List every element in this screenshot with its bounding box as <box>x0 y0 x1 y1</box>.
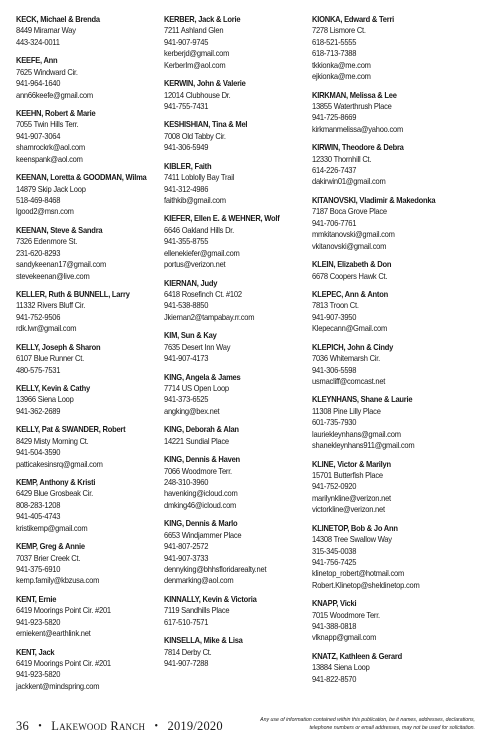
directory-entry <box>312 289 447 335</box>
entry-detail-line: portus@verizon.net <box>164 259 226 270</box>
entry-detail-line: 14221 Sundial Place <box>164 435 229 446</box>
entry-name: KLINE, Victor & Marilyn <box>312 458 391 469</box>
entry-name: KING, Angela & James <box>164 371 241 382</box>
entry-detail-line: 941-504-3590 <box>16 447 61 458</box>
entry-detail-line: ann66keefe@gmail.com <box>16 89 93 100</box>
entry-name: KEEHN, Robert & Marie <box>16 108 96 119</box>
entry-detail-line: 443-324-0011 <box>16 36 60 47</box>
entry-detail-line: 14308 Tree Swallow Way <box>312 534 392 545</box>
directory-entry <box>16 289 151 335</box>
entry-name: KEENAN, Loretta & GOODMAN, Wilma <box>16 172 147 183</box>
directory-entry <box>164 635 299 669</box>
entry-name: KEMP, Greg & Annie <box>16 541 85 552</box>
entry-detail-line: 14879 Skip Jack Loop <box>16 183 86 194</box>
entry-detail-line: 6646 Oakland Hills Dr. <box>164 224 235 235</box>
entry-detail-line: jackkent@mindspring.com <box>16 680 100 691</box>
entry-detail-line: 941-375-6910 <box>16 564 61 574</box>
entry-detail-line: 617-510-7571 <box>164 616 209 627</box>
entry-name: KNATZ, Kathleen & Gerard <box>312 650 402 661</box>
entry-detail-line: 7814 Derby Ct. <box>164 646 212 657</box>
directory-entry <box>164 372 299 418</box>
entry-detail-line: 941-923-5820 <box>16 616 61 627</box>
entry-detail-line: 7187 Boca Grove Place <box>312 206 387 217</box>
entry-detail-line: 941-306-5949 <box>164 142 209 153</box>
page-number: 36 <box>16 719 29 733</box>
entry-name: KELLY, Pat & SWANDER, Robert <box>16 424 126 435</box>
entry-detail-line: 941-706-7761 <box>312 217 357 228</box>
directory-entry <box>16 172 151 218</box>
entry-detail-line: 6419 Moorings Point Cir. #201 <box>16 658 111 669</box>
entry-detail-line: 7008 Old Tabby Cir. <box>164 130 226 141</box>
entry-detail-line: 8449 Miramar Way <box>16 25 76 36</box>
entry-detail-line: usmacliff@comcast.net <box>312 375 386 386</box>
entry-detail-line: 808-283-1208 <box>16 499 61 510</box>
entry-detail-line: patticakesinsrq@gmail.com <box>16 458 103 469</box>
entry-detail-line: 248-310-3960 <box>164 477 209 488</box>
directory-entry <box>164 14 299 71</box>
entry-detail-line: 7411 Loblolly Bay Trail <box>164 172 235 183</box>
entry-detail-line: kemp.family@kbzusa.com <box>16 575 100 586</box>
directory-entry <box>164 278 299 324</box>
directory-entry <box>164 594 299 628</box>
entry-detail-line: 7037 Brier Creek Ct. <box>16 552 81 563</box>
entry-name: KLINETOP, Bob & Jo Ann <box>312 522 398 533</box>
entry-name: KEEFE, Ann <box>16 55 58 66</box>
directory-entry <box>16 55 151 101</box>
entry-name: KELLY, Joseph & Sharon <box>16 341 101 352</box>
entry-detail-line: tkkionka@me.com <box>312 59 371 70</box>
directory-column <box>164 14 314 677</box>
entry-detail-line: 7066 Woodmore Terr. <box>164 465 232 476</box>
entry-detail-line: 941-388-0818 <box>312 621 357 632</box>
directory-entry <box>164 213 299 270</box>
entry-detail-line: 618-521-5555 <box>312 36 357 47</box>
entry-detail-line: rdk.lwr@gmail.com <box>16 323 77 334</box>
entry-detail-line: dennyking@bhhsfloridarealty.net <box>164 564 267 574</box>
entry-detail-line: marilynkline@verizon.net <box>312 492 391 503</box>
entry-detail-line: Klepecann@Gmail.com <box>312 323 388 334</box>
entry-name: KEENAN, Steve & Sandra <box>16 224 103 235</box>
page-footer <box>16 719 223 734</box>
entry-detail-line: shanekleynhans911@gmail.com <box>312 440 415 451</box>
directory-entry <box>16 594 151 640</box>
entry-detail-line: 7278 Lismore Ct. <box>312 25 366 36</box>
entry-name: KIRKMAN, Melissa & Lee <box>312 89 397 100</box>
directory-entry <box>16 342 151 376</box>
entry-detail-line: 941-752-9506 <box>16 311 61 322</box>
entry-detail-line: 941-907-3064 <box>16 130 61 141</box>
entry-detail-line: 13884 Siena Loop <box>312 662 370 673</box>
entry-detail-line: faithkib@gmail.com <box>164 194 226 205</box>
entry-detail-line: vlknapp@gmail.com <box>312 632 377 643</box>
entry-detail-line: Robert.Klinetop@sheldinetop.com <box>312 579 420 590</box>
entry-detail-line: 7635 Desert Inn Way <box>164 341 231 352</box>
entry-detail-line: 941-306-5598 <box>312 364 357 375</box>
entry-detail-line: shamrockrk@aol.com <box>16 142 85 153</box>
entry-name: KIEFER, Ellen E. & WEHNER, Wolf <box>164 213 280 224</box>
entry-detail-line: denmarking@aol.com <box>164 575 234 586</box>
entry-name: KIONKA, Edward & Terri <box>312 14 395 24</box>
entry-name: KENT, Ernie <box>16 593 57 604</box>
directory-entry <box>312 259 447 282</box>
entry-detail-line: kirkmanmelissa@yahoo.com <box>312 123 404 134</box>
entry-detail-line: 614-226-7437 <box>312 165 357 176</box>
footer-separator: • <box>154 721 159 732</box>
entry-detail-line: 601-735-7930 <box>312 417 357 428</box>
entry-detail-line: 7055 Twin Hills Terr. <box>16 119 79 130</box>
entry-name: KIBLER, Faith <box>164 160 212 171</box>
entry-detail-line: 12330 Thornhill Ct. <box>312 153 372 164</box>
entry-detail-line: 941-355-8755 <box>164 236 209 247</box>
entry-detail-line: Jkiernan2@tampabay.rr.com <box>164 311 255 322</box>
entry-detail-line: 941-725-8669 <box>312 112 357 123</box>
entry-name: KNAPP, Vicki <box>312 598 357 609</box>
directory-entry <box>164 454 299 511</box>
entry-detail-line: 941-822-8570 <box>312 673 357 684</box>
entry-detail-line: dakirwin01@gmail.com <box>312 176 386 187</box>
entry-detail-line: 941-907-7288 <box>164 658 209 669</box>
directory-entry <box>16 477 151 534</box>
directory-entry <box>16 647 151 693</box>
entry-name: KLEPICH, John & Cindy <box>312 341 394 352</box>
entry-name: KERWIN, John & Valerie <box>164 78 246 89</box>
footer-separator: • <box>38 721 42 732</box>
directory-entry <box>16 14 151 48</box>
entry-detail-line: 11308 Pine Lilly Place <box>312 405 381 416</box>
entry-detail-line: sandykeenan17@gmail.com <box>16 259 107 270</box>
entry-detail-line: 7119 Sandhills Place <box>164 605 230 616</box>
directory-entry <box>164 330 299 364</box>
entry-detail-line: 941-756-7425 <box>312 556 357 567</box>
entry-detail-line: 480-575-7531 <box>16 364 61 375</box>
entry-detail-line: erniekent@earthlink.net <box>16 628 91 639</box>
entry-detail-line: 12014 Clubhouse Dr. <box>164 89 231 100</box>
entry-name: KITANOVSKI, Vladimir & Makedonka <box>312 194 436 205</box>
entry-detail-line: 7015 Woodmore Terr. <box>312 609 380 620</box>
entry-detail-line: 941-405-4743 <box>16 511 61 522</box>
entry-detail-line: 6107 Blue Runner Ct. <box>16 353 84 364</box>
entry-detail-line: havenking@icloud.com <box>164 488 238 499</box>
entry-detail-line: 941-362-2689 <box>16 405 61 416</box>
entry-detail-line: lauriekleynhans@gmail.com <box>312 428 401 439</box>
entry-detail-line: 941-964-1640 <box>16 78 61 89</box>
entry-detail-line: 941-373-6525 <box>164 394 209 405</box>
entry-detail-line: 941-755-7431 <box>164 100 209 111</box>
entry-name: KING, Deborah & Alan <box>164 424 239 435</box>
entry-name: KIRWIN, Theodore & Debra <box>312 142 404 153</box>
entry-detail-line: 941-807-2572 <box>164 541 209 552</box>
directory-entry <box>164 518 299 586</box>
entry-detail-line: 15701 Butterfish Place <box>312 469 383 480</box>
entry-detail-line: 941-923-5820 <box>16 669 61 680</box>
entry-detail-line: 941-312-4986 <box>164 183 209 194</box>
entry-detail-line: 231-620-8293 <box>16 247 61 258</box>
entry-detail-line: 6678 Coopers Hawk Ct. <box>312 270 388 281</box>
entry-detail-line: keenspank@aol.com <box>16 153 83 164</box>
directory-entry <box>164 78 299 112</box>
directory-entry <box>16 225 151 282</box>
entry-detail-line: 7813 Troon Ct. <box>312 300 359 311</box>
disclaimer-note: Any use of information contained within this publication, be it names, addresses, declarations, telephone numbers or email addresses, may not be used for solicitation. <box>260 717 475 731</box>
directory-entry <box>312 598 447 644</box>
entry-name: KINSELLA, Mike & Lisa <box>164 635 243 646</box>
entry-name: KING, Dennis & Marlo <box>164 518 238 529</box>
entry-detail-line: 7326 Edenmore St. <box>16 236 78 247</box>
entry-detail-line: 315-345-0038 <box>312 545 357 556</box>
directory-entry <box>312 195 447 252</box>
entry-name: KERBER, Jack & Lorie <box>164 14 241 24</box>
directory-entry <box>312 90 447 136</box>
entry-name: KLEIN, Elizabeth & Don <box>312 259 392 270</box>
entry-name: KESHISHIAN, Tina & Mel <box>164 119 248 130</box>
directory-entry <box>16 541 151 587</box>
entry-name: KELLY, Kevin & Cathy <box>16 383 90 394</box>
directory-entry <box>164 424 299 447</box>
entry-detail-line: 6653 Windjammer Place <box>164 529 242 540</box>
entry-name: KING, Dennis & Haven <box>164 454 240 465</box>
directory-entry <box>312 459 447 516</box>
entry-detail-line: 13855 Waterthrush Place <box>312 100 392 111</box>
entry-detail-line: 7714 US Open Loop <box>164 383 229 394</box>
entry-detail-line: kerberjd@gmail.com <box>164 48 230 59</box>
entry-name: KELLER, Ruth & BUNNELL, Larry <box>16 289 130 299</box>
directory-entry <box>312 651 447 685</box>
entry-name: KENT, Jack <box>16 646 55 657</box>
entry-detail-line: 941-907-3733 <box>164 552 209 563</box>
entry-detail-line: 7036 Whitemarsh Cir. <box>312 353 380 364</box>
entry-detail-line: KerberIm@aol.com <box>164 59 226 70</box>
directory-entry <box>312 14 447 82</box>
entry-detail-line: vkitanovski@gmail.com <box>312 240 387 251</box>
directory-entry <box>16 424 151 470</box>
entry-detail-line: klinetop_robert@hotmail.com <box>312 568 405 579</box>
entry-name: KIERNAN, Judy <box>164 277 218 288</box>
directory-entry <box>164 161 299 207</box>
entry-name: KIM, Sun & Kay <box>164 330 217 341</box>
directory-entry <box>312 142 447 188</box>
entry-detail-line: 941-907-9745 <box>164 36 209 47</box>
entry-name: KEMP, Anthony & Kristi <box>16 477 96 488</box>
community-name: Lakewood Ranch <box>51 719 146 733</box>
entry-detail-line: victorkline@verizon.net <box>312 504 385 515</box>
entry-detail-line: 6418 Rosefinch Ct. #102 <box>164 289 242 299</box>
entry-detail-line: 11332 Rivers Bluff Cir. <box>16 300 86 311</box>
directory-entry <box>312 342 447 388</box>
entry-name: KECK, Michael & Brenda <box>16 14 100 24</box>
entry-detail-line: ejkionka@me.com <box>312 71 371 82</box>
entry-detail-line: 7625 Windward Cir. <box>16 66 78 77</box>
entry-detail-line: kristikemp@gmail.com <box>16 522 88 533</box>
entry-detail-line: 618-713-7388 <box>312 48 357 59</box>
entry-detail-line: 8429 Misty Morning Ct. <box>16 435 89 446</box>
entry-detail-line: 941-907-4173 <box>164 353 209 364</box>
directory-column <box>16 14 166 699</box>
directory-entry <box>16 108 151 165</box>
entry-detail-line: dmking46@icloud.com <box>164 499 237 510</box>
entry-name: KLEYNHANS, Shane & Laurie <box>312 394 413 405</box>
directory-entry <box>312 523 447 591</box>
entry-detail-line: lgood2@msn.com <box>16 206 74 217</box>
entry-name: KINNALLY, Kevin & Victoria <box>164 593 257 604</box>
entry-detail-line: 518-469-8468 <box>16 194 61 205</box>
directory-year: 2019/2020 <box>167 719 223 733</box>
entry-detail-line: 6419 Moorings Point Cir. #201 <box>16 605 111 616</box>
entry-detail-line: angking@bex.net <box>164 405 220 416</box>
directory-column <box>312 14 462 692</box>
entry-detail-line: ellenekiefer@gmail.com <box>164 247 240 258</box>
directory-entry <box>164 119 299 153</box>
directory-entry <box>16 383 151 417</box>
entry-detail-line: 941-752-0920 <box>312 481 357 492</box>
entry-detail-line: 6429 Blue Grosbeak Cir. <box>16 488 93 499</box>
entry-detail-line: 13966 Siena Loop <box>16 394 74 405</box>
entry-detail-line: 941-538-8850 <box>164 300 209 311</box>
entry-detail-line: 7211 Ashland Glen <box>164 25 224 36</box>
entry-detail-line: mmkitanovski@gmail.com <box>312 229 395 240</box>
directory-entry <box>312 394 447 451</box>
entry-name: KLEPEC, Ann & Anton <box>312 289 388 299</box>
entry-detail-line: 941-907-3950 <box>312 311 357 322</box>
entry-detail-line: stevekeenan@live.com <box>16 270 90 281</box>
